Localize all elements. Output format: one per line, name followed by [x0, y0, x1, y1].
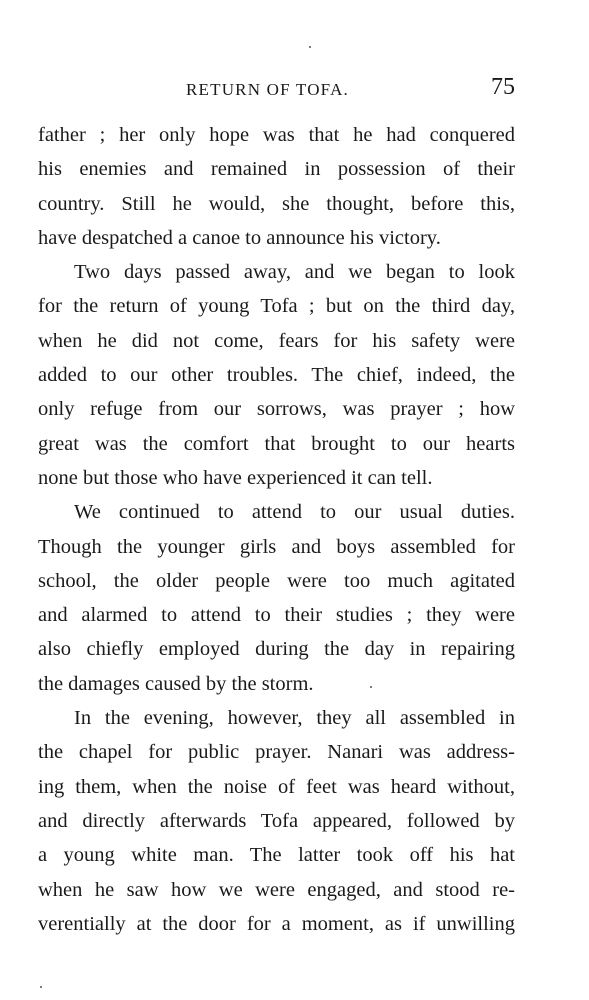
text-line: school, the older people were too much agitated: [38, 569, 515, 592]
text-line: country. Still he would, she thought, before this,: [38, 192, 515, 215]
text-line: and alarmed to attend to their studies ; they were: [38, 604, 515, 627]
text-line: when he saw how we were engaged, and stood re-: [38, 878, 515, 901]
body-text: [38, 118, 515, 941]
text-line: his enemies and remained in possession of their: [38, 158, 515, 181]
text-line: Two days passed away, and we began to look: [74, 261, 515, 284]
paragraph: [38, 118, 515, 255]
text-line: father ; her only hope was that he had conquered: [38, 124, 515, 146]
text-line: when he did not come, fears for his safety were: [38, 329, 515, 352]
text-line: have despatched a canoe to announce his victory.: [38, 226, 441, 249]
text-line: also chiefly employed during the day in repairing: [38, 638, 515, 661]
text-line: none but those who have experienced it can tell.: [38, 466, 433, 489]
paragraph: [38, 495, 515, 701]
page-number: 75: [491, 74, 515, 100]
text-line: a young white man. The latter took off his hat: [38, 844, 515, 867]
text-line: for the return of young Tofa ; but on the third day,: [38, 295, 515, 318]
text-line: great was the comfort that brought to our hearts: [38, 432, 515, 455]
print-speck: [309, 46, 311, 48]
print-speck: [40, 986, 42, 988]
text-line: and directly afterwards Tofa appeared, followed by: [38, 809, 515, 832]
text-line: Though the younger girls and boys assembled for: [38, 535, 515, 558]
text-line: verentially at the door for a moment, as if unwilling: [38, 912, 515, 935]
text-line: In the evening, however, they all assembled in: [74, 707, 515, 730]
text-line: added to our other troubles. The chief, indeed, the: [38, 364, 515, 387]
text-line: the chapel for public prayer. Nanari was address-: [38, 741, 515, 764]
print-speck: [370, 686, 372, 688]
running-title: RETURN OF TOFA.: [186, 80, 349, 99]
text-line: only refuge from our sorrows, was prayer ; how: [38, 398, 515, 421]
text-line: ing them, when the noise of feet was heard without,: [38, 775, 515, 798]
text-line: the damages caused by the storm.: [38, 672, 314, 695]
paragraph: [38, 255, 515, 495]
running-head: [38, 74, 515, 104]
text-line: We continued to attend to our usual duties.: [74, 501, 515, 524]
paragraph: [38, 701, 515, 941]
